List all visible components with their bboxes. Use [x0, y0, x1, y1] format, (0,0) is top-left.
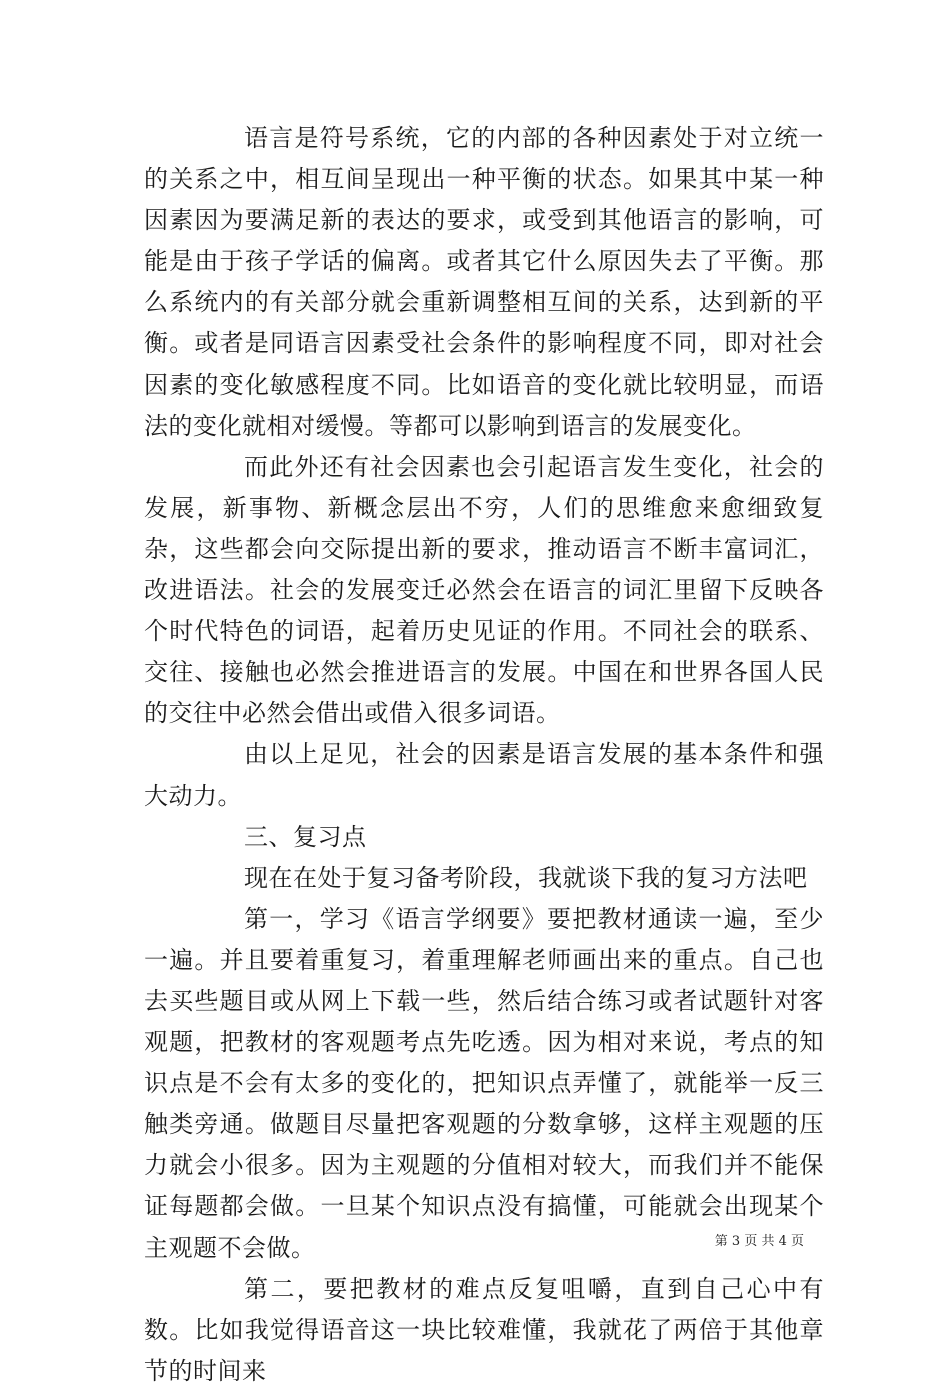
- paragraph-second-method: 第二，要把教材的难点反复咀嚼，直到自己心中有数。比如我觉得语音这一块比较难懂，我就花了两倍于其他章节的时间来: [144, 1274, 824, 1385]
- paragraph-conclusion: 由以上足见，社会的因素是语言发展的基本条件和强大动力。: [144, 740, 824, 810]
- document-body: [144, 118, 824, 1392]
- page-number-footer: 第 3 页 共 4 页: [714, 1234, 804, 1249]
- paragraph-language-system: 语言是符号系统，它的内部的各种因素处于对立统一的关系之中，相互间呈现出一种平衡的状态。如果其中某一种因素因为要满足新的表达的要求，或受到其他语言的影响，可能是由于孩子学话的偏离。或者其它什么原因失去了平衡。那么系统内的有关部分就会重新调整相互间的关系，达到新的平衡。或者是同语言因素受社会条件的影响程度不同，即对社会因素的变化敏感程度不同。比如语音的变化就比较明显，而语法的变化就相对缓慢。等都可以影响到语言的发展变化。: [144, 124, 824, 440]
- section-heading-review-points: 三、复习点: [244, 822, 367, 851]
- paragraph-social-factors: 而此外还有社会因素也会引起语言发生变化，社会的发展，新事物、新概念层出不穷，人们的思维愈来愈细致复杂，这些都会向交际提出新的要求，推动语言不断丰富词汇，改进语法。社会的发展变迁必然会在语言的词汇里留下反映各个时代特色的词语，起着历史见证的作用。不同社会的联系、交往、接触也必然会推进语言的发展。中国在和世界各国人民的交往中必然会借出或借入很多词语。: [144, 452, 824, 728]
- paragraph-review-intro: 现在在处于复习备考阶段，我就谈下我的复习方法吧: [244, 863, 808, 892]
- paragraph-first-method: 第一，学习《语言学纲要》要把教材通读一遍，至少一遍。并且要着重复习，着重理解老师画出来的重点。自己也去买些题目或从网上下载一些，然后结合练习或者试题针对客观题，把教材的客观题考点先吃透。因为相对来说，考点的知识点是不会有太多的变化的，把知识点弄懂了，就能举一反三触类旁通。做题目尽量把客观题的分数拿够，这样主观题的压力就会小很多。因为主观题的分值相对较大，而我们并不能保证每题都会做。一旦某个知识点没有搞懂，可能就会出现某个主观题不会做。: [144, 904, 824, 1262]
